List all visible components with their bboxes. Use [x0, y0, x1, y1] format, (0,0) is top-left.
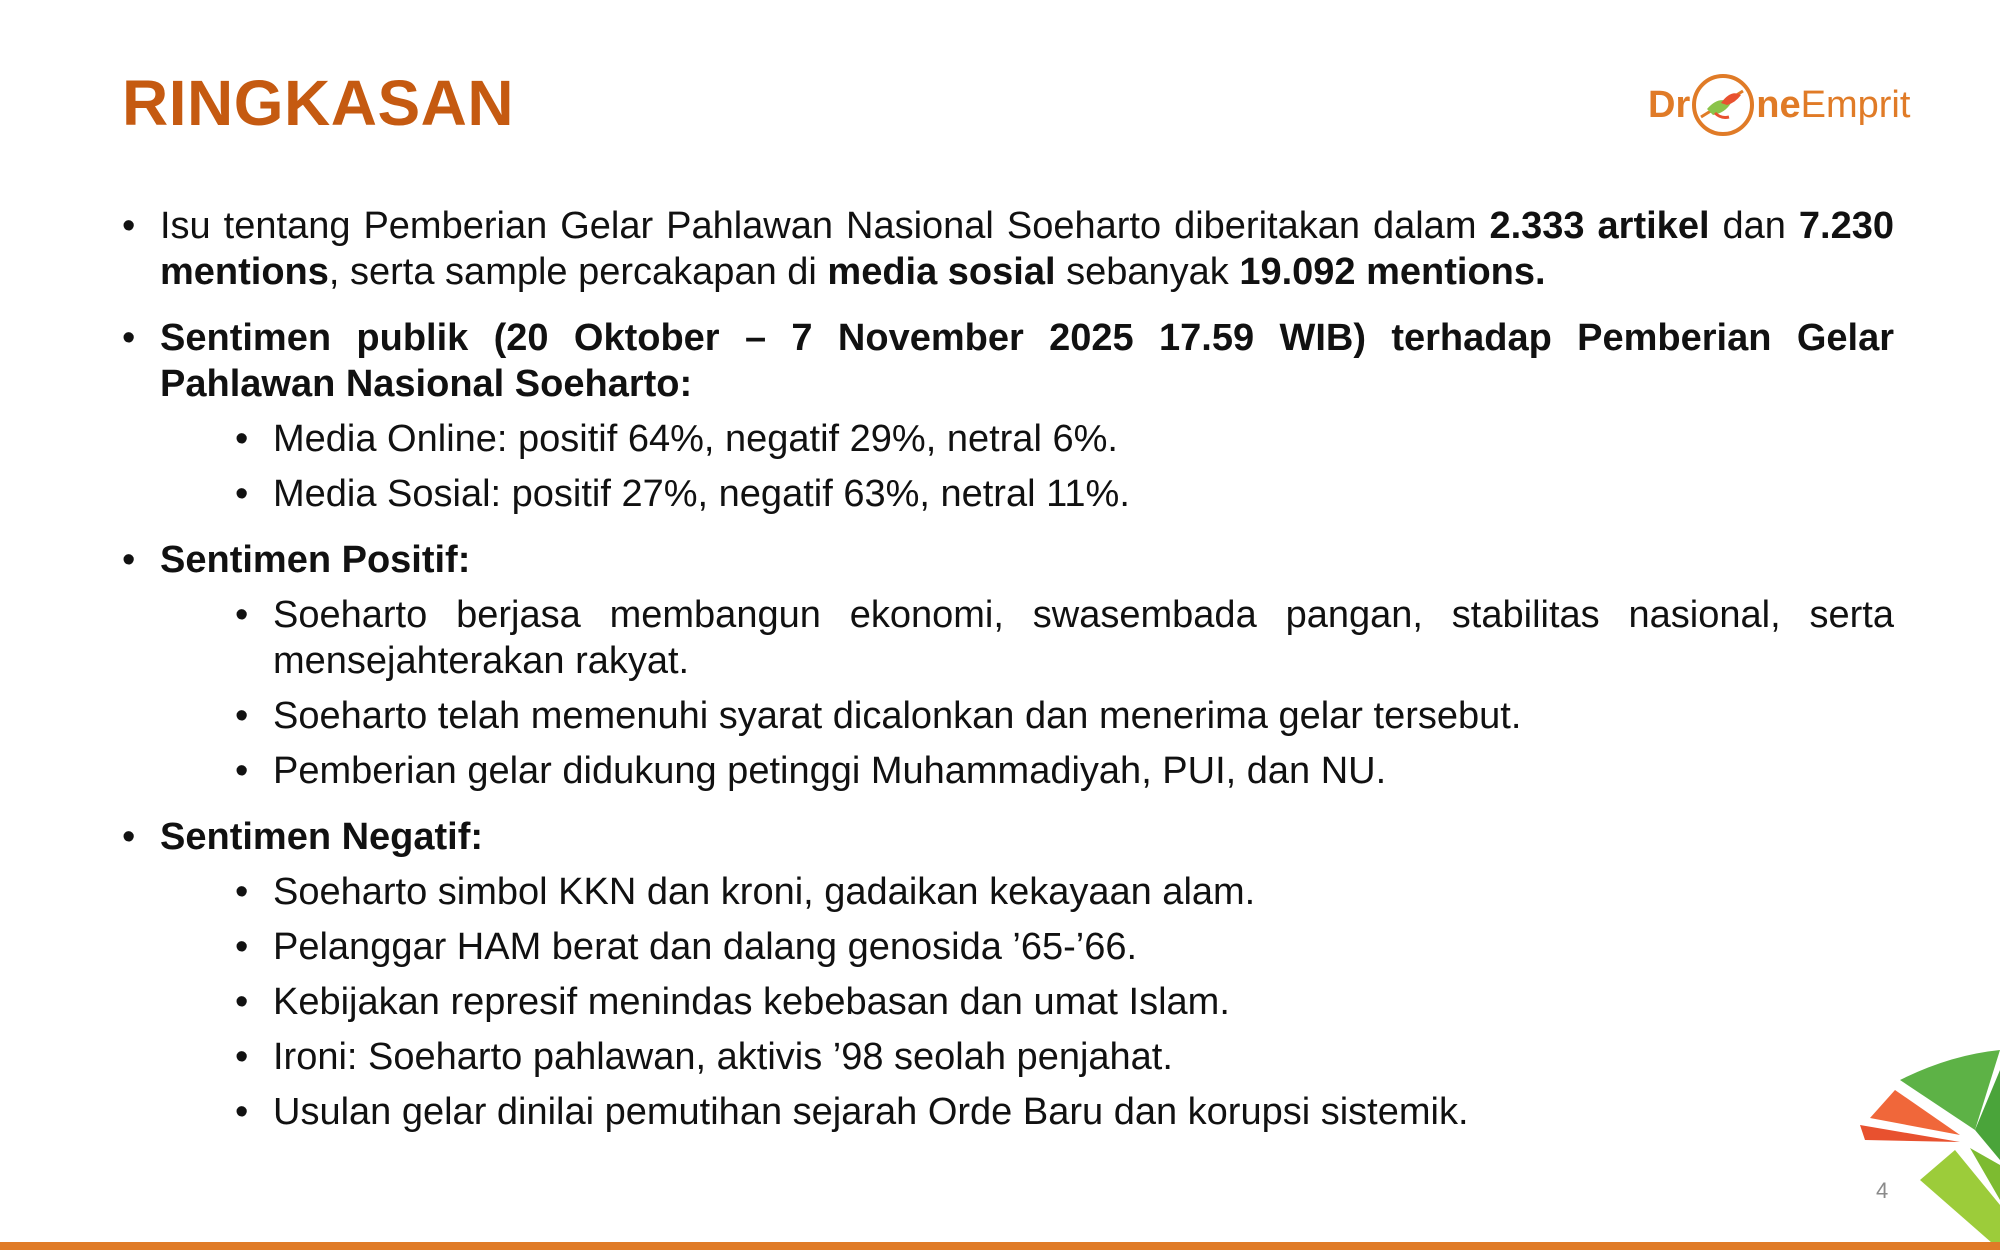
bird-logo-icon [1691, 73, 1755, 137]
article-count: 2.333 artikel [1489, 205, 1710, 247]
logo-text-ne: ne [1756, 83, 1801, 126]
social-media-label: media sosial [827, 251, 1056, 293]
bullet-heading: Sentimen publik (20 Oktober – 7 November 2025 17.59 WIB) terhadap Pemberian Gelar Pahlawan Nasional Soeharto: [160, 317, 1894, 405]
bullet-text: Isu tentang Pemberian Gelar Pahlawan Nasional Soeharto diberitakan dalam [160, 205, 1490, 247]
bullet-negative-sentiment [122, 814, 1894, 1135]
decorative-corner-shape [1800, 1030, 2000, 1250]
bullet-text: , serta sample percakapan di [328, 251, 828, 293]
bottom-accent-bar [0, 1242, 2000, 1250]
sub-bullet: • Pelanggar HAM berat dan dalang genosida ’65-’66. [160, 924, 1894, 970]
bullet-heading: Sentimen Positif: [160, 539, 471, 581]
bullet-text: sebanyak [1055, 251, 1240, 293]
sub-bullet: • Media Online: positif 64%, negatif 29%, netral 6%. [160, 416, 1894, 462]
mention-count: 7.230 mentions [160, 205, 1894, 293]
sub-bullet: • Ironi: Soeharto pahlawan, aktivis ’98 seolah penjahat. [160, 1034, 1894, 1080]
sub-bullet: • Soeharto telah memenuhi syarat dicalonkan dan menerima gelar tersebut. [160, 693, 1894, 739]
sub-bullet: • Soeharto berjasa membangun ekonomi, swasembada pangan, stabilitas nasional, serta mensejahterakan rakyat. [160, 592, 1894, 684]
bullet-heading: Sentimen Negatif: [160, 816, 484, 858]
bullet-positive-sentiment [122, 537, 1894, 794]
bullet-coverage [122, 203, 1894, 295]
sub-bullet: • Usulan gelar dinilai pemutihan sejarah Orde Baru dan korupsi sistemik. [160, 1089, 1894, 1135]
logo-text-emprit: Emprit [1800, 83, 1911, 126]
social-mention-count: 19.092 mentions. [1239, 251, 1546, 293]
bullet-text: dan [1709, 205, 1799, 247]
sub-bullet: • Soeharto simbol KKN dan kroni, gadaikan kekayaan alam. [160, 869, 1894, 915]
logo-text-dr: Dr [1648, 83, 1691, 126]
sub-bullet: • Media Sosial: positif 27%, negatif 63%, netral 11%. [160, 471, 1894, 517]
drone-emprit-logo [1648, 70, 1916, 140]
sub-bullet: • Kebijakan represif menindas kebebasan dan umat Islam. [160, 979, 1894, 1025]
page-number: 4 [1876, 1178, 1889, 1203]
slide-title: RINGKASAN [122, 67, 515, 139]
bullet-public-sentiment [122, 315, 1894, 517]
summary-list [122, 203, 1894, 1135]
sub-bullet: • Pemberian gelar didukung petinggi Muhammadiyah, PUI, dan NU. [160, 748, 1894, 794]
